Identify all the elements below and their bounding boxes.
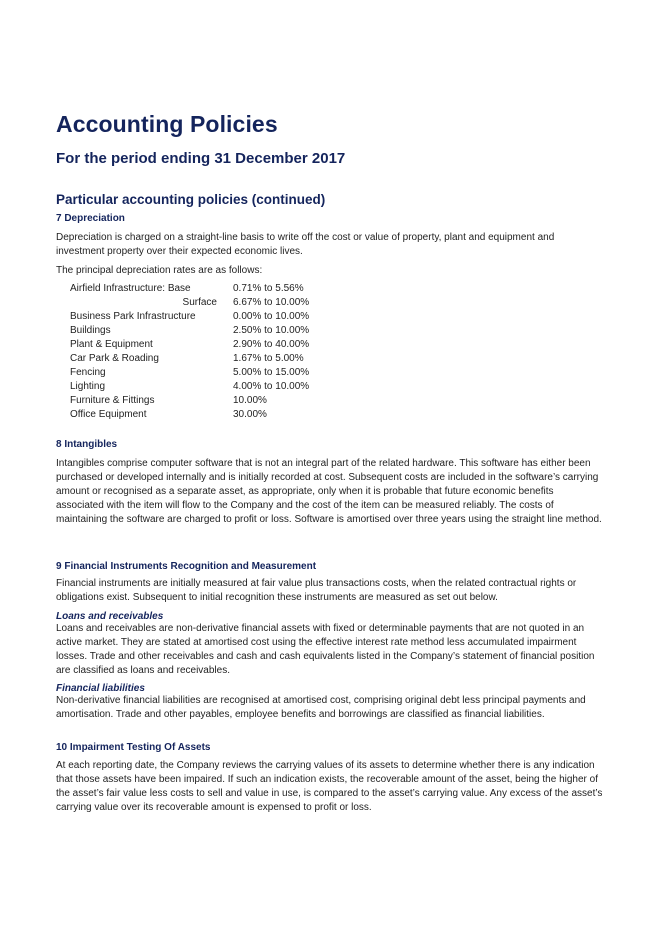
impairment-paragraph: At each reporting date, the Company reviews the carrying values of its assets to determine whether there is any indication that those assets have been impaired. If such an indication exists, the recoverable amount of the asset, being the higher of the asset’s fair value less costs to sell and value in use, is compared to the asset’s carrying value. Any excess of the asset’s carrying value over its recoverable amount is expensed to profit or loss. (56, 760, 603, 813)
rate-value: 0.00% to 10.00% (233, 311, 310, 322)
rate-value: 2.90% to 40.00% (233, 339, 310, 350)
rate-label: Airfield Infrastructure: Base (70, 283, 191, 294)
rate-row (70, 394, 370, 408)
rate-value: 6.67% to 10.00% (233, 297, 310, 308)
intangibles-paragraph: Intangibles comprise computer software that is not an integral part of the related hardware. This software has either been purchased or developed internally and is initially recorded at cost. Subsequent costs are included in the software’s carrying amount or recognised as a separate asset, as appropriate, only when it is probable that future economic benefits associated with the item will flow to the Company and the cost of the item can be measured reliably. The costs of maintaining the software are charged to profit or loss. Software is amortised over three years using the straight line method. (56, 458, 602, 525)
rate-label: Buildings (70, 325, 111, 336)
rate-value: 4.00% to 10.00% (233, 381, 310, 392)
depreciation-rates-intro: The principal depreciation rates are as follows: (56, 265, 263, 276)
rate-label: Fencing (70, 367, 106, 378)
rate-row (70, 296, 370, 310)
rate-label: Business Park Infrastructure (70, 311, 196, 322)
rate-row (70, 338, 370, 352)
rate-row (70, 324, 370, 338)
financial-instruments-heading: 9 Financial Instruments Recognition and Measurement (56, 561, 317, 572)
rate-label: Car Park & Roading (70, 353, 159, 364)
depreciation-paragraph: Depreciation is charged on a straight-line basis to write off the cost or value of property, plant and equipment and investment property over their expected economic lives. (56, 232, 555, 257)
rate-value: 5.00% to 15.00% (233, 367, 310, 378)
rate-label: Surface (182, 297, 217, 308)
rate-row (70, 282, 370, 296)
rate-value: 30.00% (233, 409, 267, 420)
rate-row (70, 366, 370, 380)
rate-row (70, 310, 370, 324)
page-title: Accounting Policies (56, 111, 278, 137)
rate-label: Office Equipment (70, 409, 147, 420)
rate-label: Furniture & Fittings (70, 395, 155, 406)
rate-row (70, 380, 370, 394)
loans-receivables-paragraph: Loans and receivables are non-derivative financial assets with fixed or determinable payments that are not quoted in an active market. They are stated at amortised cost using the effective interest rate method less accumulated impairment losses. Trade and other receivables and cash and cash equivalents listed in the Company’s statement of financial position are classified as loans and receivables. (56, 623, 595, 676)
depreciation-rates-table (70, 282, 370, 422)
financial-liabilities-paragraph: Non-derivative financial liabilities are recognised at amortised cost, comprising original debt less principal payments and amortisation. Trade and other payables, employee benefits and borrowings are classified as financial liabilities. (56, 695, 586, 720)
rate-row (70, 352, 370, 366)
rate-label: Lighting (70, 381, 106, 392)
financial-liabilities-heading: Financial liabilities (56, 683, 145, 694)
rate-value: 10.00% (233, 395, 267, 406)
page-subtitle: For the period ending 31 December 2017 (56, 150, 346, 167)
depreciation-heading: 7 Depreciation (56, 213, 125, 224)
financial-instruments-paragraph: Financial instruments are initially measured at fair value plus transactions costs, when the related contractual rights or obligations exist. Subsequent to initial recognition these instruments are measured as set out below. (56, 578, 577, 603)
rate-value: 2.50% to 10.00% (233, 325, 310, 336)
impairment-heading: 10 Impairment Testing Of Assets (56, 742, 211, 753)
rate-value: 1.67% to 5.00% (233, 353, 304, 364)
intangibles-heading: 8 Intangibles (56, 439, 118, 450)
rate-value: 0.71% to 5.56% (233, 283, 304, 294)
rate-row (70, 408, 370, 422)
rate-label: Plant & Equipment (70, 339, 153, 350)
section-title: Particular accounting policies (continued) (56, 192, 326, 207)
loans-receivables-heading: Loans and receivables (56, 611, 164, 622)
